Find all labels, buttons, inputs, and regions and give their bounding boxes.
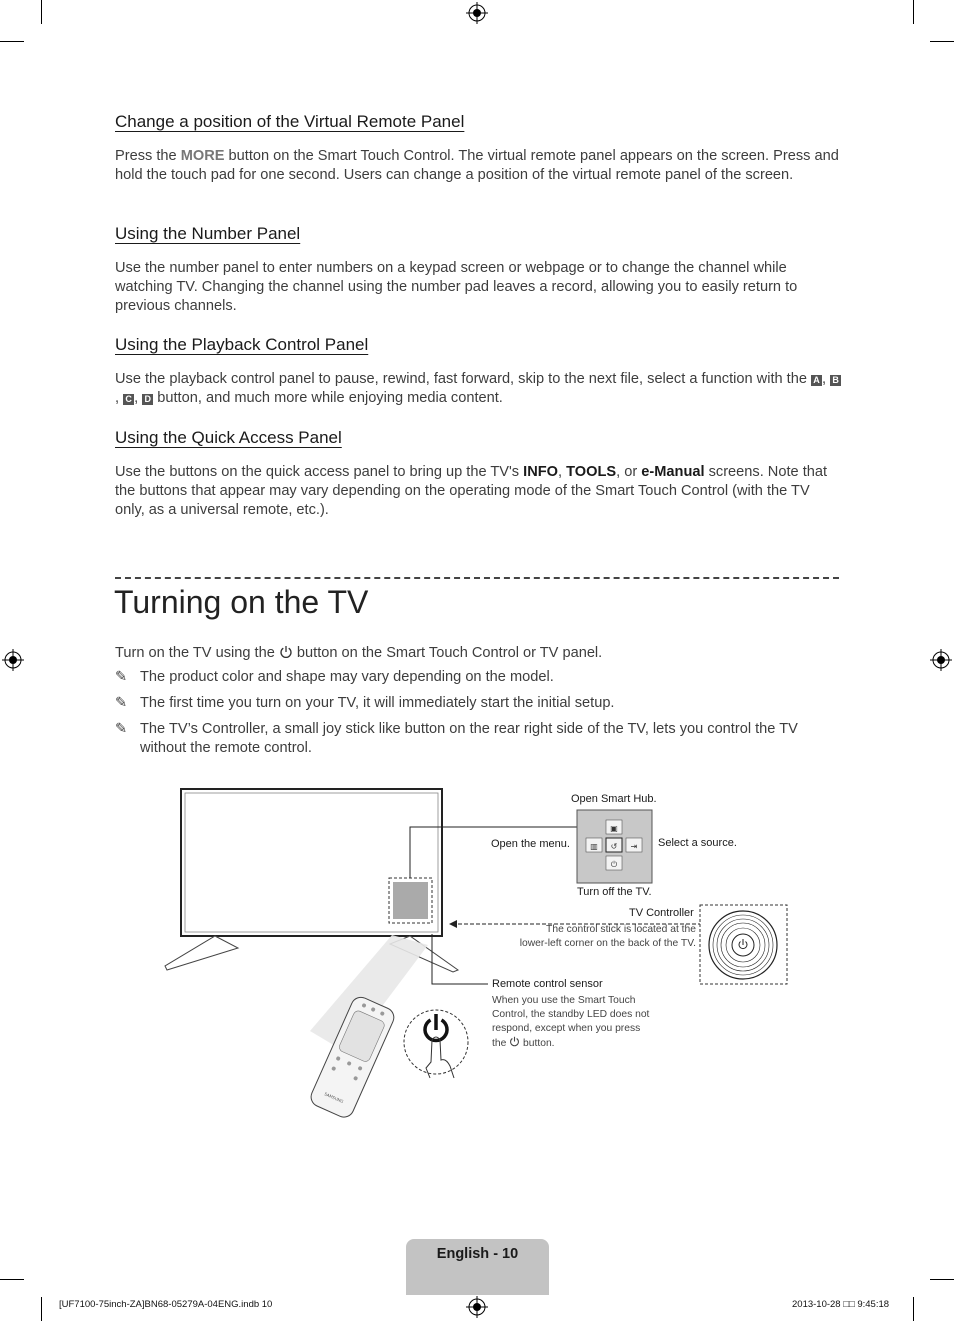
control-panel-illustration	[577, 810, 652, 883]
crop-mark	[930, 1279, 954, 1280]
svg-text:⇥: ⇥	[630, 842, 638, 851]
crop-mark	[41, 0, 42, 24]
remote-brand: SAMSUNG	[323, 1091, 345, 1105]
section-text-playback-panel: Use the playback control panel to pause, rewind, fast forward, skip to the next file, select a function with the A , B, C , D button, and much more while enjoying media content.	[115, 370, 843, 408]
registration-mark-icon	[2, 649, 24, 671]
label-open-menu: Open the menu.	[491, 838, 570, 850]
registration-mark-icon	[930, 649, 952, 671]
section-heading-quick-access: Using the Quick Access Panel	[115, 428, 342, 447]
section-heading-virtual-remote: Change a position of the Virtual Remote Panel	[115, 112, 465, 131]
power-icon	[509, 1036, 520, 1047]
section-heading-number-panel: Using the Number Panel	[115, 224, 301, 243]
label-select-source: Select a source.	[658, 837, 737, 849]
crop-mark	[41, 1297, 42, 1321]
key-b-icon: B	[830, 375, 841, 386]
remote-sensor-desc: When you use the Smart Touch Control, the standby LED does not respond, except when you press the button.	[492, 995, 650, 1049]
intro-text: Turn on the TV using the button on the Smart Touch Control or TV panel.	[115, 645, 603, 661]
tv-diagram	[0, 760, 954, 1130]
pencil-note-icon: ✎	[115, 695, 128, 711]
svg-text:↺: ↺	[610, 842, 618, 851]
tv-controller-desc: The control stick is located at the lower-left corner on the back of the TV.	[519, 924, 696, 949]
svg-text:▥: ▥	[590, 842, 598, 851]
key-a-icon: A	[811, 375, 822, 386]
print-slug-left: [UF7100-75inch-ZA]BN68-05279A-04ENG.indb 10	[59, 1299, 273, 1310]
label-remote-sensor: Remote control sensor	[492, 978, 603, 990]
section-text-number-panel: Use the number panel to enter numbers on a keypad screen or webpage or to change the channel while watching TV. Changing the channel using the number pad leaves a record, allowing you to easily return to previous channels.	[115, 260, 798, 314]
svg-text:⏻: ⏻	[610, 860, 618, 869]
crop-mark	[913, 0, 914, 24]
crop-mark	[913, 1297, 914, 1321]
remote-illustration	[308, 994, 397, 1120]
section-heading-playback-panel: Using the Playback Control Panel	[115, 335, 369, 354]
registration-mark-icon	[466, 1296, 488, 1318]
page-title: Turning on the TV	[114, 584, 369, 620]
key-d-icon: D	[142, 394, 153, 405]
registration-mark-icon	[466, 2, 488, 24]
crop-mark	[0, 1279, 24, 1280]
section-divider	[115, 577, 839, 579]
key-c-icon: C	[123, 394, 134, 405]
print-slug-right: 2013-10-28 □□ 9:45:18	[792, 1299, 890, 1310]
label-tv-controller: TV Controller	[629, 907, 694, 919]
section-text-virtual-remote: Press the MORE button on the Smart Touch Control. The virtual remote panel appears on the screen. Press and hold the touch pad for one second. Users can change a position of the virtual remote panel of the screen.	[115, 148, 839, 183]
svg-text:▣: ▣	[610, 824, 618, 833]
pencil-note-icon: ✎	[115, 669, 128, 685]
section-text-quick-access: Use the buttons on the quick access panel to bring up the TV's INFO, TOOLS, or e-Manual screens. Note that the buttons that appear may vary depending on the operating mode of the Smart Touch Control (with the TV only, as a universal remote, etc.).	[115, 464, 828, 518]
pencil-note-icon: ✎	[115, 721, 128, 737]
power-press-illustration	[404, 1010, 468, 1078]
crop-mark	[0, 41, 24, 42]
page-number: English - 10	[436, 1246, 519, 1262]
label-turn-off: Turn off the TV.	[577, 886, 652, 898]
power-icon	[279, 645, 293, 659]
label-open-smart-hub: Open Smart Hub.	[571, 793, 657, 805]
crop-mark	[930, 41, 954, 42]
tv-controller-illustration	[700, 905, 787, 984]
